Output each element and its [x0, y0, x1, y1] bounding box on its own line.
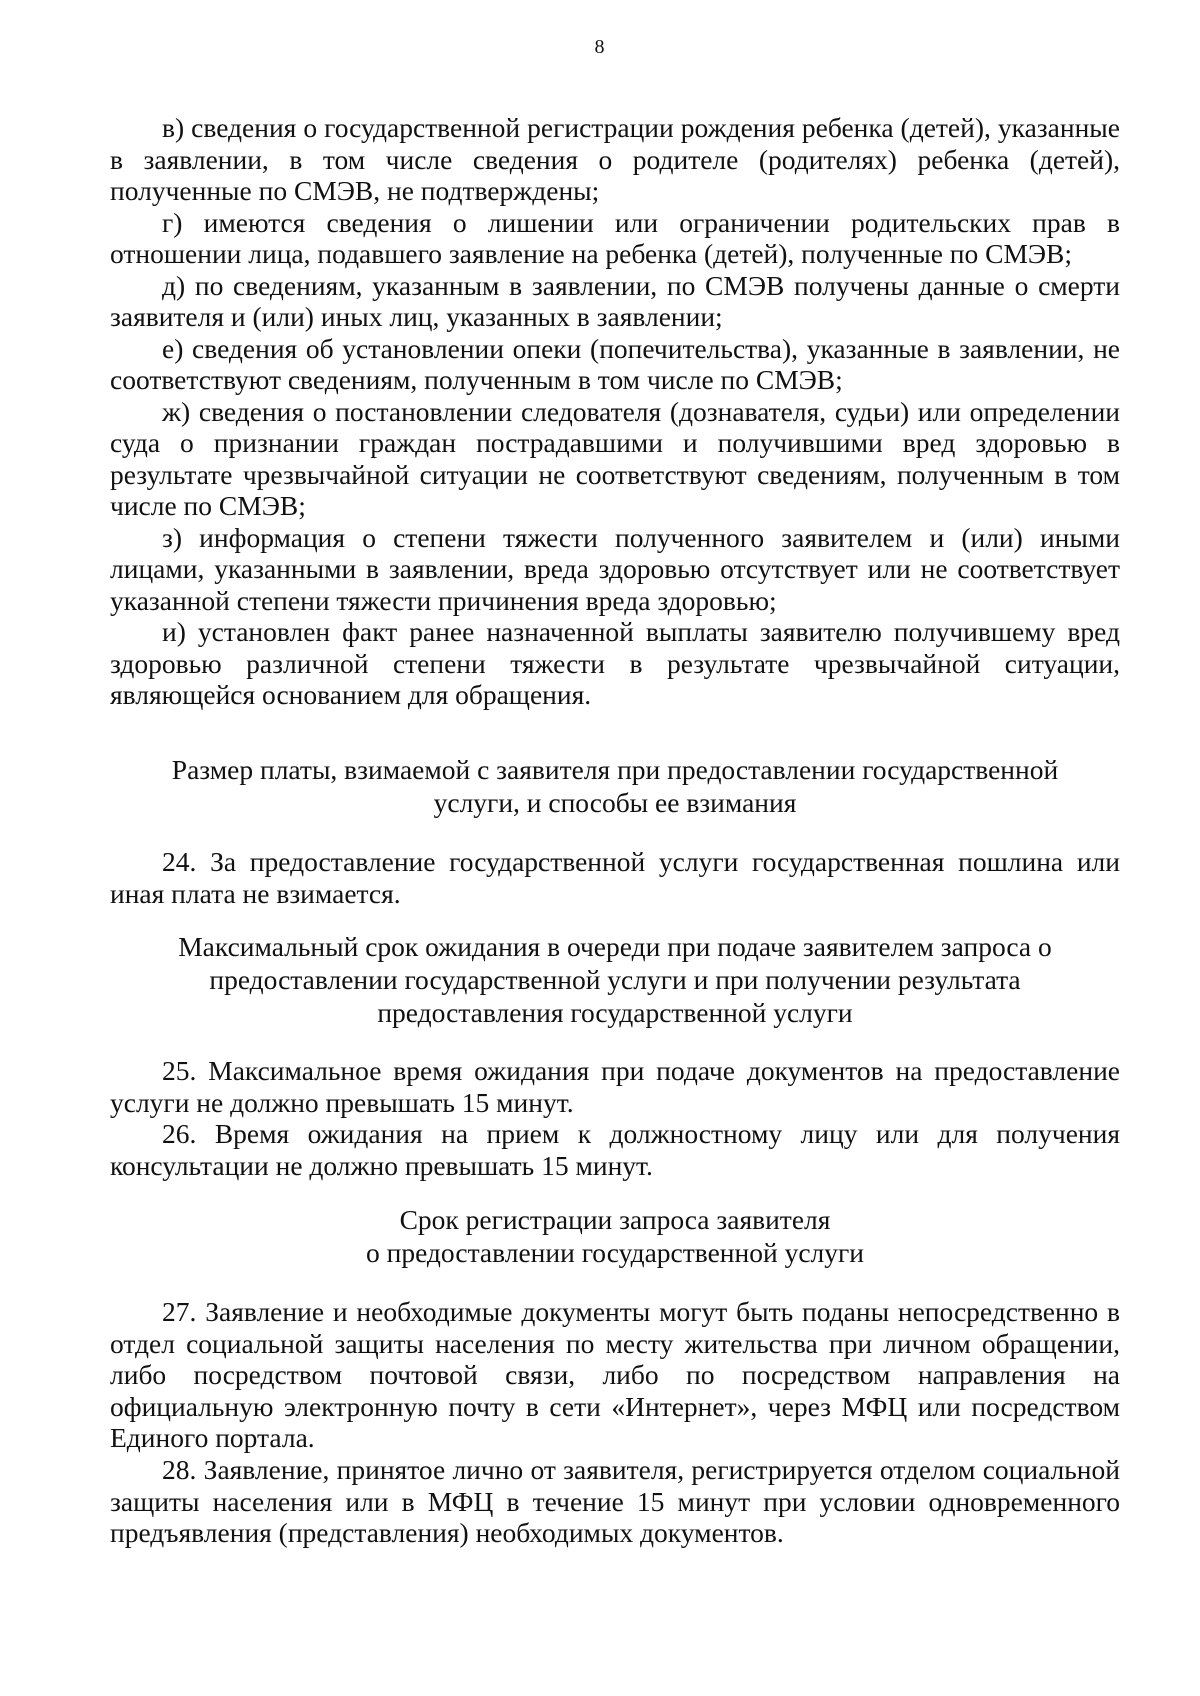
- paragraph-26: 26. Время ожидания на прием к должностному лицу или для получения консультации не должно превышать 15 минут.: [110, 1118, 1120, 1181]
- refusal-grounds-list: [110, 112, 1120, 711]
- page-number: 8: [594, 36, 606, 58]
- list-item-d: д) по сведениям, указанным в заявлении, по СМЭВ получены данные о смерти заявителя и (или) иных лиц, указанных в заявлении;: [110, 269, 1120, 332]
- section-heading-fee-line: Размер платы, взимаемой с заявителя при предоставлении государственной: [171, 754, 1059, 785]
- section-heading-waiting-line: предоставлении государственной услуги и при получении результата: [209, 964, 1021, 995]
- list-item-v: в) сведения о государственной регистрации рождения ребенка (детей), указанные в заявлении, в том числе сведения о родителе (родителях) ребенка (детей), полученные по СМЭВ, не подтверждены;: [110, 112, 1120, 206]
- paragraph-24: 24. За предоставление государственной услуги государственная пошлина или иная плата не взимается.: [110, 846, 1120, 909]
- section-heading-fee: [110, 753, 1120, 819]
- section-heading-registration-line: о предоставлении государственной услуги: [366, 1237, 864, 1268]
- registration-section-body-continued: [110, 1454, 1120, 1549]
- paragraph-25: 25. Максимальное время ожидания при подаче документов на предоставление услуги не должно превышать 15 минут.: [110, 1055, 1120, 1118]
- list-item-e: е) сведения об установлении опеки (попечительства), указанные в заявлении, не соответствуют сведениям, полученным в том числе по СМЭВ;: [110, 332, 1120, 395]
- list-item-zh: ж) сведения о постановлении следователя (дознавателя, судьи) или определении суда о признании граждан пострадавшими и получившими вред здоровью в результате чрезвычайной ситуации не соответствуют сведениям, полученным в том числе по СМЭВ;: [110, 395, 1120, 521]
- section-heading-fee-line: услуги, и способы ее взимания: [433, 787, 797, 818]
- fee-section-body: [110, 846, 1120, 909]
- section-heading-registration-line: Срок регистрации запроса заявителя: [399, 1204, 831, 1235]
- registration-section-body: [110, 1296, 1120, 1454]
- section-heading-registration: [110, 1203, 1120, 1269]
- list-item-g: г) имеются сведения о лишении или ограничении родительских прав в отношении лица, подавшего заявление на ребенка (детей), полученные по СМЭВ;: [110, 206, 1120, 269]
- paragraph-27: 27. Заявление и необходимые документы могут быть поданы непосредственно в отдел социальной защиты населения по месту жительства при личном обращении, либо посредством почтовой связи, либо по посредством направления на официальную электронную почту в сети «Интернет», через МФЦ или посредством Единого портала.: [110, 1296, 1120, 1453]
- paragraph-28: 28. Заявление, принятое лично от заявителя, регистрируется отделом социальной защиты населения или в МФЦ в течение 15 минут при условии одновременного предъявления (представления) необходимых документов.: [110, 1454, 1120, 1548]
- section-heading-waiting-line: Максимальный срок ожидания в очереди при подаче заявителем запроса о: [178, 931, 1052, 962]
- list-item-z: з) информация о степени тяжести полученного заявителем и (или) иными лицами, указанными в заявлении, вреда здоровью отсутствует или не соответствует указанной степени тяжести причинения вреда здоровью;: [110, 521, 1120, 616]
- section-heading-waiting-time: [110, 930, 1120, 1029]
- section-heading-waiting-line: предоставления государственной услуги: [377, 997, 853, 1028]
- list-item-i: и) установлен факт ранее назначенной выплаты заявителю получившему вред здоровью различной степени тяжести в результате чрезвычайной ситуации, являющейся основанием для обращения.: [110, 616, 1120, 710]
- waiting-section-body: [110, 1055, 1120, 1181]
